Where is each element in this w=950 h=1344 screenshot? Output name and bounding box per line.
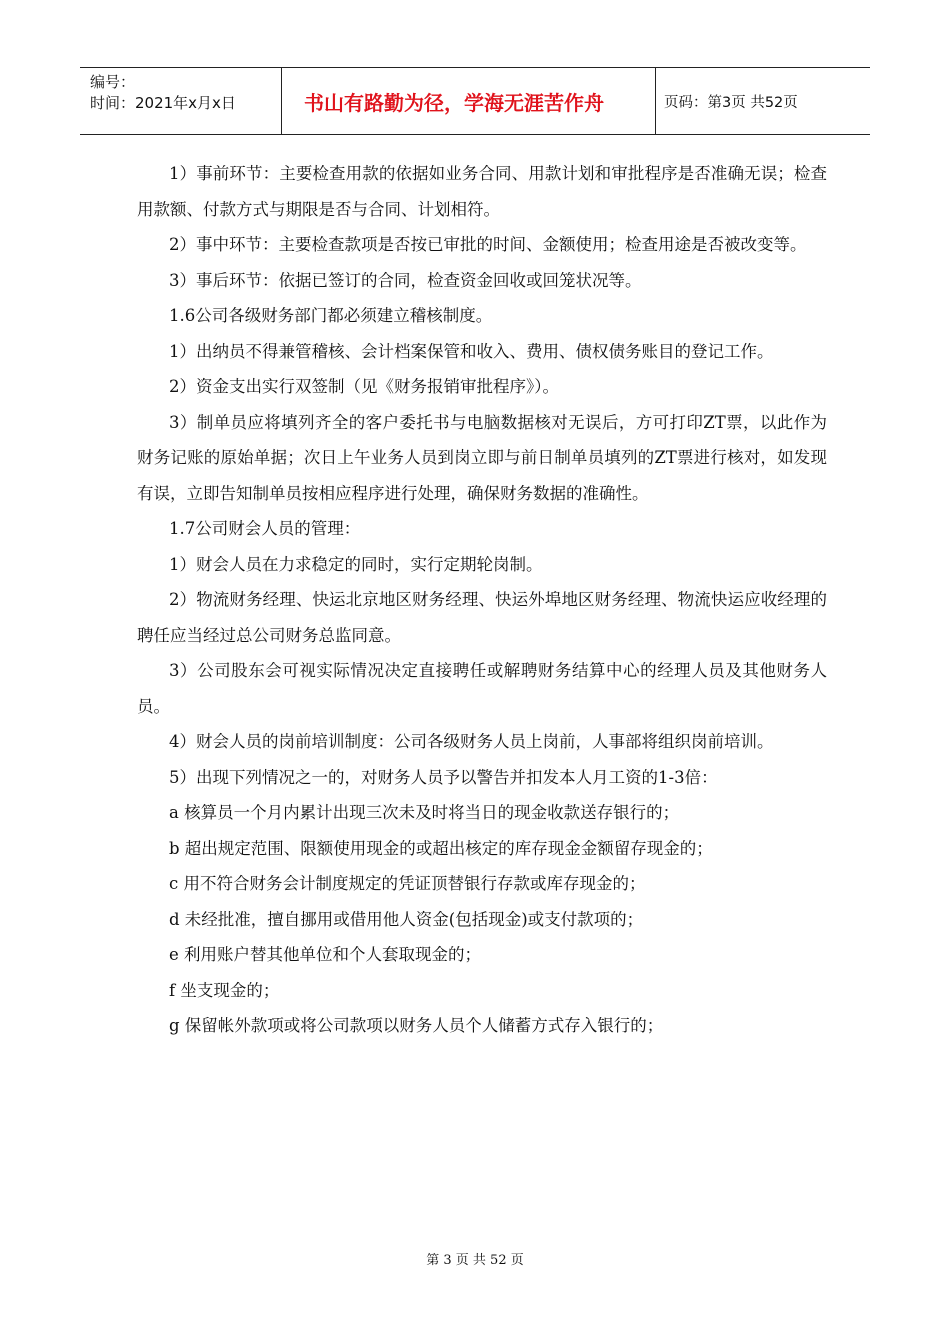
header-meta [80, 68, 282, 134]
paragraph: 1.7公司财会人员的管理： [169, 519, 361, 538]
paragraph: 3）公司股东会可视实际情况决定直接聘任或解聘财务结算中心的经理人员及其他财务人员。 [137, 661, 827, 716]
page-header [80, 67, 870, 135]
list-item: c 用不符合财务会计制度规定的凭证顶替银行存款或库存现金的； [169, 874, 646, 893]
list-item: e 利用账户替其他单位和个人套取现金的； [169, 945, 482, 964]
paragraph: 4）财会人员的岗前培训制度：公司各级财务人员上岗前，人事部将组织岗前培训。 [169, 732, 774, 751]
paragraph: 1）出纳员不得兼管稽核、会计档案保管和收入、费用、债权债务账目的登记工作。 [169, 341, 774, 361]
paragraph: 1.6公司各级财务部门都必须建立稽核制度。 [169, 306, 493, 325]
paragraph: 2）资金支出实行双签制（见《财务报销审批程序》）。 [169, 377, 559, 396]
paragraph: 1）财会人员在力求稳定的同时，实行定期轮岗制。 [169, 554, 543, 574]
document-body [137, 156, 827, 1044]
paragraph: 3）事后环节：依据已签订的合同，检查资金回收或回笼状况等。 [169, 270, 642, 290]
list-item: a 核算员一个月内累计出现三次未及时将当日的现金收款送存银行的； [169, 803, 680, 822]
time-label: 时间：2021年x月x日 [90, 94, 236, 112]
list-item: g 保留帐外款项或将公司款项以财务人员个人储蓄方式存入银行的； [169, 1016, 664, 1035]
list-item: f 坐支现金的； [169, 980, 280, 1000]
page-footer: 第 3 页 共 52 页 [426, 1253, 524, 1268]
paragraph: 2）物流财务经理、快运北京地区财务经理、快运外埠地区财务经理、物流快运应收经理的聘任应当经过总公司财务总监同意。 [137, 590, 827, 645]
list-item: d 未经批准，擅自挪用或借用他人资金(包括现金)或支付款项的； [169, 909, 644, 929]
paragraph: 5）出现下列情况之一的，对财务人员予以警告并扣发本人月工资的1-3倍： [169, 767, 718, 787]
paragraph: 3）制单员应将填列齐全的客户委托书与电脑数据核对无误后，方可打印ZT票，以此作为财务记账的原始单据；次日上午业务人员到岗立即与前日制单员填列的ZT票进行核对，如发现有误，立即告知制单员按相应程序进行处理，确保财务数据的准确性。 [137, 412, 827, 503]
list-item: b 超出规定范围、限额使用现金的或超出核定的库存现金金额留存现金的； [169, 838, 713, 858]
number-label: 编号： [90, 73, 136, 91]
header-page-label: 页码：第3页 共52页 [664, 94, 798, 111]
paragraph: 1）事前环节：主要检查用款的依据如业务合同、用款计划和审批程序是否准确无误；检查用款额、付款方式与期限是否与合同、计划相符。 [137, 164, 827, 219]
paragraph: 2）事中环节：主要检查款项是否按已审批的时间、金额使用；检查用途是否被改变等。 [169, 235, 807, 254]
header-motto: 书山有路勤为径，学海无涯苦作舟 [282, 68, 656, 134]
